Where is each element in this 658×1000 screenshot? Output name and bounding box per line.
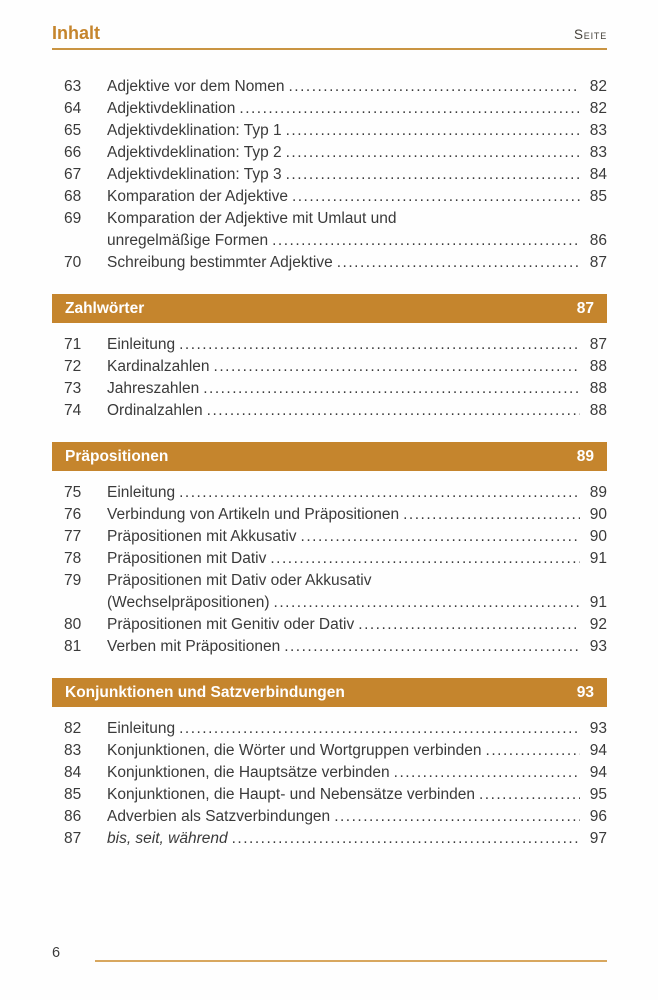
entry-number: 85: [64, 786, 82, 803]
entry-line: [107, 828, 607, 850]
entry-number: 86: [64, 808, 82, 825]
entry-body: [107, 762, 607, 784]
entry-number: 77: [64, 528, 82, 545]
entry-line: [107, 482, 607, 504]
entry-number: 69: [64, 210, 82, 227]
toc-entry: [52, 76, 607, 98]
dot-leader: [286, 164, 580, 186]
entry-title: Konjunktionen, die Haupt- und Nebensätze verbinden: [107, 786, 475, 803]
dot-leader: [179, 482, 580, 504]
entry-number: 68: [64, 188, 82, 205]
entry-page-number: 92: [589, 616, 607, 633]
dot-leader: [203, 378, 580, 400]
entry-page-number: 82: [589, 78, 607, 95]
entry-line: [107, 592, 607, 614]
entry-body: [107, 378, 607, 400]
entry-body: [107, 784, 607, 806]
entry-body: [107, 806, 607, 828]
entry-number: 65: [64, 122, 82, 139]
entry-body: [107, 120, 607, 142]
entry-title: Präpositionen mit Genitiv oder Dativ: [107, 616, 355, 633]
entry-line: [107, 356, 607, 378]
section-heading: [52, 294, 607, 323]
entry-line: [107, 570, 607, 592]
entry-title: Schreibung bestimmter Adjektive: [107, 254, 333, 271]
entry-number: 78: [64, 550, 82, 567]
entry-title: Einleitung: [107, 720, 176, 737]
entry-number: 67: [64, 166, 82, 183]
footer-page-number: 6: [52, 945, 61, 961]
entry-title: Ordinalzahlen: [107, 402, 203, 419]
entry-body: [107, 482, 607, 504]
entry-line: [107, 164, 607, 186]
toc-entry: [52, 356, 607, 378]
entry-body: [107, 186, 607, 208]
entry-title: Adjektive vor dem Nomen: [107, 78, 285, 95]
toc-entry: [52, 142, 607, 164]
entry-page-number: 84: [589, 166, 607, 183]
entry-number: 72: [64, 358, 82, 375]
entry-title: Jahreszahlen: [107, 380, 200, 397]
entry-page-number: 91: [589, 550, 607, 567]
entry-number: 73: [64, 380, 82, 397]
entry-line: [107, 718, 607, 740]
toc-entry: [52, 718, 607, 740]
entry-number: 83: [64, 742, 82, 759]
entry-page-number: 94: [589, 742, 607, 759]
entry-number: 82: [64, 720, 82, 737]
entry-number: 71: [64, 336, 82, 353]
footer-rule: [95, 960, 607, 962]
toc-entry: [52, 636, 607, 658]
dot-leader: [292, 186, 580, 208]
entry-page-number: 90: [589, 528, 607, 545]
toc-entry: [52, 614, 607, 636]
entry-body: [107, 504, 607, 526]
dot-leader: [403, 504, 580, 526]
toc-entry: [52, 378, 607, 400]
entry-body: [107, 356, 607, 378]
entry-page-number: 88: [589, 380, 607, 397]
section-page-number: 87: [576, 299, 594, 317]
entry-line: [107, 806, 607, 828]
section-title: Zahlwörter: [65, 299, 145, 317]
dot-leader: [286, 142, 580, 164]
entry-line: [107, 186, 607, 208]
toc-entry: [52, 784, 607, 806]
entry-number: 74: [64, 402, 82, 419]
page-title: Inhalt: [52, 23, 100, 43]
toc-entry: [52, 208, 607, 252]
entry-page-number: 91: [589, 594, 607, 611]
entry-body: [107, 570, 607, 614]
entry-line: [107, 378, 607, 400]
entry-line: [107, 614, 607, 636]
dot-leader: [334, 806, 580, 828]
section-heading: [52, 678, 607, 707]
entry-body: [107, 636, 607, 658]
entry-line: [107, 762, 607, 784]
entry-line: [107, 548, 607, 570]
entry-body: [107, 828, 607, 850]
toc-entry: [52, 334, 607, 356]
entry-body: [107, 718, 607, 740]
entry-body: [107, 164, 607, 186]
entry-title: Präpositionen mit Akkusativ: [107, 528, 297, 545]
dot-leader: [394, 762, 580, 784]
entry-page-number: 82: [589, 100, 607, 117]
entry-body: [107, 400, 607, 422]
entry-body: [107, 252, 607, 274]
entry-page-number: 87: [589, 254, 607, 271]
toc-entry: [52, 120, 607, 142]
dot-leader: [301, 526, 580, 548]
entry-line: [107, 784, 607, 806]
dot-leader: [214, 356, 580, 378]
entry-title: Kardinalzahlen: [107, 358, 210, 375]
entry-line: [107, 334, 607, 356]
entry-number: 64: [64, 100, 82, 117]
entry-title: Einleitung: [107, 484, 176, 501]
entry-page-number: 97: [589, 830, 607, 847]
toc-entry: [52, 762, 607, 784]
entry-page-number: 90: [589, 506, 607, 523]
entry-page-number: 88: [589, 358, 607, 375]
entry-title: Komparation der Adjektive: [107, 188, 288, 205]
entry-page-number: 95: [589, 786, 607, 803]
entry-page-number: 83: [589, 122, 607, 139]
entry-body: [107, 208, 607, 252]
entry-line: [107, 76, 607, 98]
dot-leader: [358, 614, 580, 636]
entry-page-number: 93: [589, 638, 607, 655]
entry-title: Einleitung: [107, 336, 176, 353]
toc-entry: [52, 806, 607, 828]
section-heading: [52, 442, 607, 471]
dot-leader: [284, 636, 580, 658]
dot-leader: [479, 784, 580, 806]
entry-title: Präpositionen mit Dativ: [107, 550, 267, 567]
entry-page-number: 88: [589, 402, 607, 419]
entry-title: bis, seit, während: [107, 830, 228, 847]
entry-body: [107, 98, 607, 120]
toc-entry: [52, 400, 607, 422]
toc-entry: [52, 98, 607, 120]
entry-page-number: 86: [589, 232, 607, 249]
toc: [52, 76, 607, 850]
dot-leader: [274, 592, 580, 614]
entry-body: [107, 526, 607, 548]
dot-leader: [288, 76, 580, 98]
toc-entry: [52, 570, 607, 614]
entry-body: [107, 614, 607, 636]
entry-number: 66: [64, 144, 82, 161]
entry-line: [107, 120, 607, 142]
entry-title: Konjunktionen, die Wörter und Wortgruppen verbinden: [107, 742, 482, 759]
toc-entry: [52, 740, 607, 762]
toc-entry: [52, 504, 607, 526]
entry-line: [107, 636, 607, 658]
toc-entry: [52, 186, 607, 208]
section-page-number: 89: [576, 447, 594, 465]
dot-leader: [286, 120, 580, 142]
entry-line: [107, 142, 607, 164]
section-title: Konjunktionen und Satzverbindungen: [65, 683, 345, 701]
entry-body: [107, 76, 607, 98]
entry-number: 63: [64, 78, 82, 95]
toc-entry: [52, 164, 607, 186]
toc-entry: [52, 482, 607, 504]
entry-page-number: 93: [589, 720, 607, 737]
entry-title: unregelmäßige Formen: [107, 232, 269, 249]
entry-body: [107, 548, 607, 570]
dot-leader: [232, 828, 580, 850]
entry-title: Komparation der Adjektive mit Umlaut und: [107, 210, 397, 227]
toc-entry: [52, 526, 607, 548]
dot-leader: [239, 98, 580, 120]
entry-title: Adverbien als Satzverbindungen: [107, 808, 331, 825]
entry-line: [107, 230, 607, 252]
entry-number: 75: [64, 484, 82, 501]
entry-line: [107, 504, 607, 526]
entry-page-number: 89: [589, 484, 607, 501]
entry-body: [107, 142, 607, 164]
section-page-number: 93: [576, 683, 594, 701]
entry-line: [107, 208, 607, 230]
section-title: Präpositionen: [65, 447, 169, 465]
toc-entry: [52, 252, 607, 274]
toc-entry: [52, 828, 607, 850]
entry-title: Adjektivdeklination: Typ 3: [107, 166, 282, 183]
entry-page-number: 83: [589, 144, 607, 161]
entry-number: 80: [64, 616, 82, 633]
entry-number: 79: [64, 572, 82, 589]
entry-page-number: 94: [589, 764, 607, 781]
entry-line: [107, 400, 607, 422]
dot-leader: [486, 740, 580, 762]
header: [52, 24, 607, 50]
entry-title: Adjektivdeklination: Typ 2: [107, 144, 282, 161]
entry-title: Adjektivdeklination: Typ 1: [107, 122, 282, 139]
entry-number: 84: [64, 764, 82, 781]
entry-number: 70: [64, 254, 82, 271]
entry-line: [107, 98, 607, 120]
dot-leader: [272, 230, 580, 252]
entry-page-number: 87: [589, 336, 607, 353]
entry-title: Konjunktionen, die Hauptsätze verbinden: [107, 764, 390, 781]
entry-number: 76: [64, 506, 82, 523]
dot-leader: [179, 334, 580, 356]
dot-leader: [337, 252, 580, 274]
entry-line: [107, 740, 607, 762]
entry-body: [107, 334, 607, 356]
entry-title: Verbindung von Artikeln und Präpositionen: [107, 506, 400, 523]
entry-title: Adjektivdeklination: [107, 100, 236, 117]
entry-title: Verben mit Präpositionen: [107, 638, 281, 655]
entry-line: [107, 252, 607, 274]
entry-number: 81: [64, 638, 82, 655]
page-column-label: Seite: [573, 27, 607, 42]
dot-leader: [207, 400, 580, 422]
toc-entry: [52, 548, 607, 570]
entry-line: [107, 526, 607, 548]
entry-page-number: 96: [589, 808, 607, 825]
dot-leader: [179, 718, 580, 740]
dot-leader: [270, 548, 580, 570]
entry-number: 87: [64, 830, 82, 847]
entry-title: Präpositionen mit Dativ oder Akkusativ: [107, 572, 372, 589]
entry-page-number: 85: [589, 188, 607, 205]
entry-title: (Wechselpräpositionen): [107, 594, 270, 611]
entry-body: [107, 740, 607, 762]
